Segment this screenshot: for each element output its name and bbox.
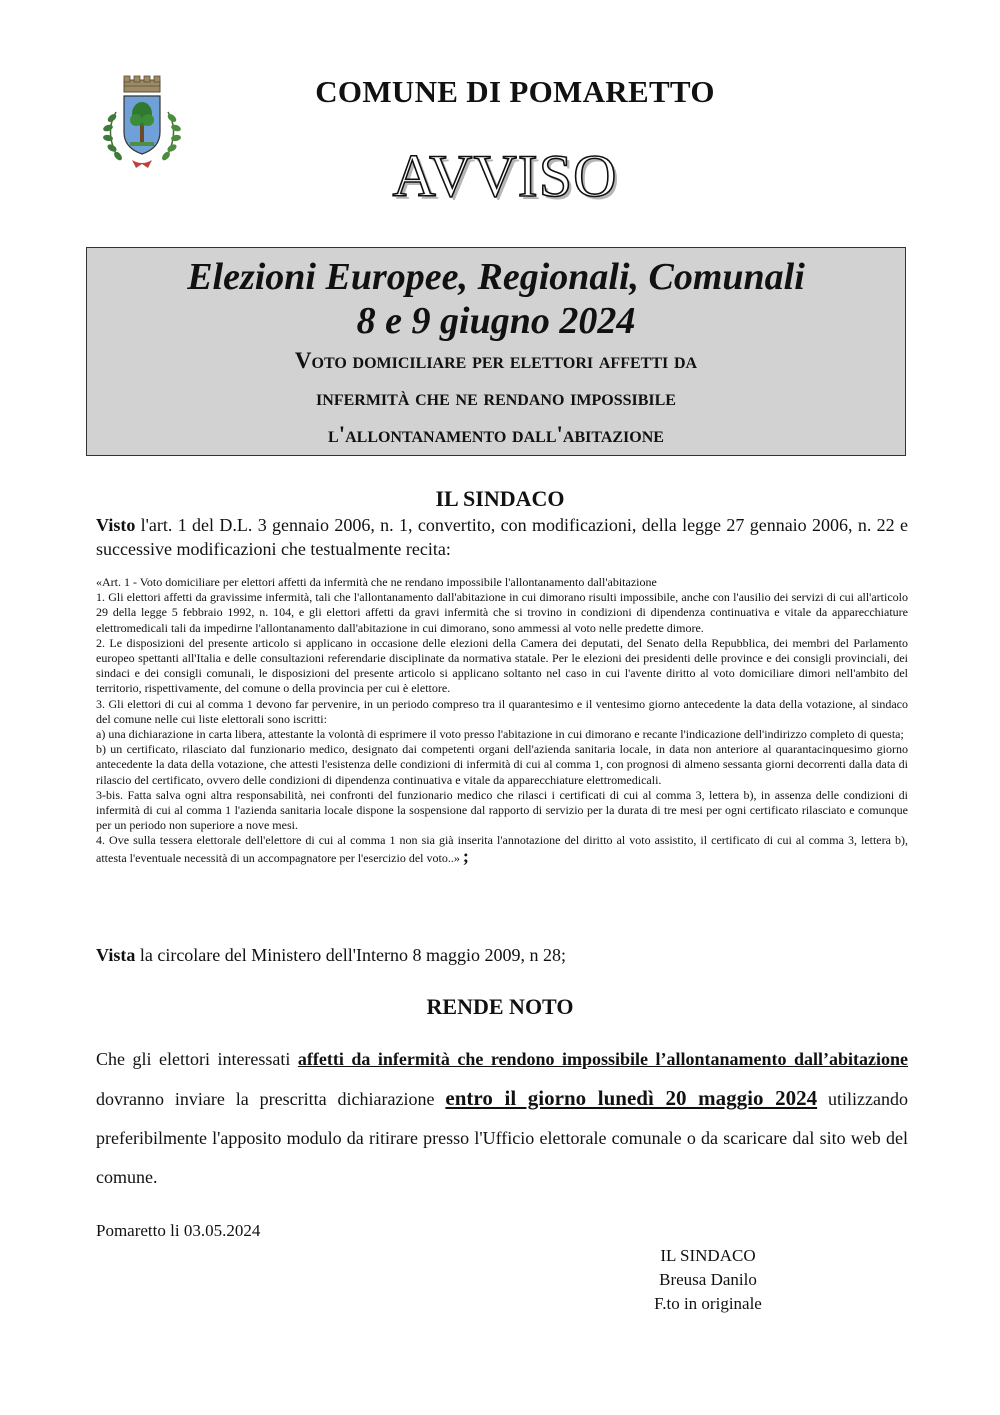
banner-subject <box>87 342 905 453</box>
notice-deadline-highlight: entro il giorno lunedì 20 maggio 2024 <box>445 1086 818 1110</box>
article-comma-2: 2. Le disposizioni del presente articolo si applicano in occasione delle elezioni della Camera dei deputati, del Senato della Repubblica, dei membri del Parlamento europeo spettanti all'Italia e delle consultazioni referendarie disciplinate da normativa statale. Per le elezioni dei presidenti delle province e dei consigli provinciali, dei sindaci e dei consigli comunali, le disposizioni del presente articolo si applicano soltanto nel caso in cui l'avente diritto al voto domiciliare dimori nell'ambito del territorio, rispettivamente, del comune o della provincia per cui è elettore. <box>96 635 908 696</box>
signature-block <box>600 1244 816 1316</box>
vista-lead: Vista <box>96 945 136 965</box>
laurel-branch-icon <box>102 112 123 162</box>
signature-name: Breusa Danilo <box>659 1270 757 1289</box>
article-comma-4-text: 4. Ove sulla tessera elettorale dell'elettore di cui al comma 1 non sia già inserita l'annotazione del diritto al voto assistito, il certificato di cui al comma 3, lettera b), attesta l'eventuale necessità di un accompagnatore per l'esercizio del voto..» <box>96 833 908 865</box>
notice-part-c: dovranno inviare la prescritta dichiarazione <box>96 1089 446 1109</box>
notice-paragraph <box>96 1040 908 1197</box>
article-quote <box>96 575 908 866</box>
notice-title: AVVISO <box>392 143 618 209</box>
banner-subject-line-2: infermità che ne rendano impossibile <box>316 385 676 410</box>
mayor-heading: IL SINDACO <box>435 486 565 511</box>
banner-subject-line-3: l'allontanamento dall'abitazione <box>328 422 664 447</box>
article-end-semicolon: ; <box>462 845 469 866</box>
notice-part-e: utilizzando preferibilmente l'apposito modulo da ritirare presso l'Ufficio elettorale comunale o da scaricare dal sito web del comune. <box>96 1089 909 1187</box>
coat-of-arms-emblem <box>94 72 190 172</box>
oak-branch-icon <box>160 112 181 162</box>
rende-noto-heading: RENDE NOTO <box>426 994 574 1019</box>
signature-role: IL SINDACO <box>660 1246 756 1265</box>
election-banner <box>86 247 906 456</box>
vista-text: la circolare del Ministero dell'Interno 8 maggio 2009, n 28; <box>135 945 566 965</box>
ribbon-icon <box>132 160 152 168</box>
article-comma-4 <box>96 833 908 865</box>
article-comma-1: 1. Gli elettori affetti da gravissime infermità, tali che l'allontanamento dall'abitazione in cui dimorano risulti impossibile, anche con l'ausilio dei servizi di cui all'articolo 29 della legge 5 febbraio 1992, n. 104, e gli elettori affetti da gravi infermità che si trovino in condizioni di dipendenza continuativa e vitale da apparecchiature elettromedicali tali da impedirne l'allontanamento dall'abitazione in cui dimorano, sono ammessi al voto nelle predette dimore. <box>96 590 908 635</box>
municipality-name: COMUNE DI POMARETTO <box>315 74 715 109</box>
crown-icon <box>124 76 160 92</box>
article-comma-3: 3. Gli elettori di cui al comma 1 devono far pervenire, in un periodo compreso tra il quarantesimo e il ventesimo giorno antecedente la data della votazione, al sindaco del comune nelle cui liste elettorali sono iscritti: <box>96 696 908 726</box>
article-title: «Art. 1 - Voto domiciliare per elettori affetti da infermità che ne rendano impossibile l'allontanamento dall'abitazione <box>96 575 657 589</box>
visto-paragraph <box>96 513 908 561</box>
place-date-line: Pomaretto li 03.05.2024 <box>96 1221 261 1240</box>
notice-part-a: Che gli elettori interessati <box>96 1049 298 1069</box>
banner-date-line: 8 e 9 giugno 2024 <box>356 300 636 342</box>
visto-lead: Visto <box>96 515 136 535</box>
article-comma-3b: b) un certificato, rilasciato dal funzionario medico, designato dai competenti organi dell'azienda sanitaria locale, in data non anteriore al quarantacinquesimo giorno antecedente la data della votazione, che attesti l'esistenza delle condizioni di infermità di cui al comma 1, con prognosi di almeno sessanta giorni decorrenti dalla data di rilascio del certificato, ovvero delle condizioni di dipendenza continuativa e vitale da apparecchiature elettromedicali. <box>96 742 908 787</box>
visto-text: l'art. 1 del D.L. 3 gennaio 2006, n. 1, convertito, con modificazioni, della legge 27 gennaio 2006, n. 22 e successive modificazioni che testualmente recita: <box>96 515 908 559</box>
banner-subject-line-1: Voto domiciliare per elettori affetti da <box>294 348 698 373</box>
notice-condition-highlight: affetti da infermità che rendono impossibile l’allontanamento dall’abitazione <box>297 1049 909 1069</box>
article-comma-3a: a) una dichiarazione in carta libera, attestante la volontà di esprimere il voto presso l'abitazione in cui dimorano e recante l'indicazione dell'indirizzo completo di questa; <box>96 727 904 742</box>
signature-note: F.to in originale <box>654 1294 762 1313</box>
vista-paragraph <box>96 945 908 966</box>
banner-elections-line: Elezioni Europee, Regionali, Comunali <box>187 256 805 298</box>
article-comma-3bis: 3-bis. Fatta salva ogni altra responsabilità, nei confronti del funzionario medico che rilasci i certificati di cui al comma 3, lettera b), in assenza delle condizioni di infermità di cui al comma 1 l'azienda sanitaria locale dispone la sospensione dal rapporto di servizio per la durata di tre mesi per ogni certificato rilasciato e comunque per un periodo non superiore a nove mesi. <box>96 787 908 833</box>
